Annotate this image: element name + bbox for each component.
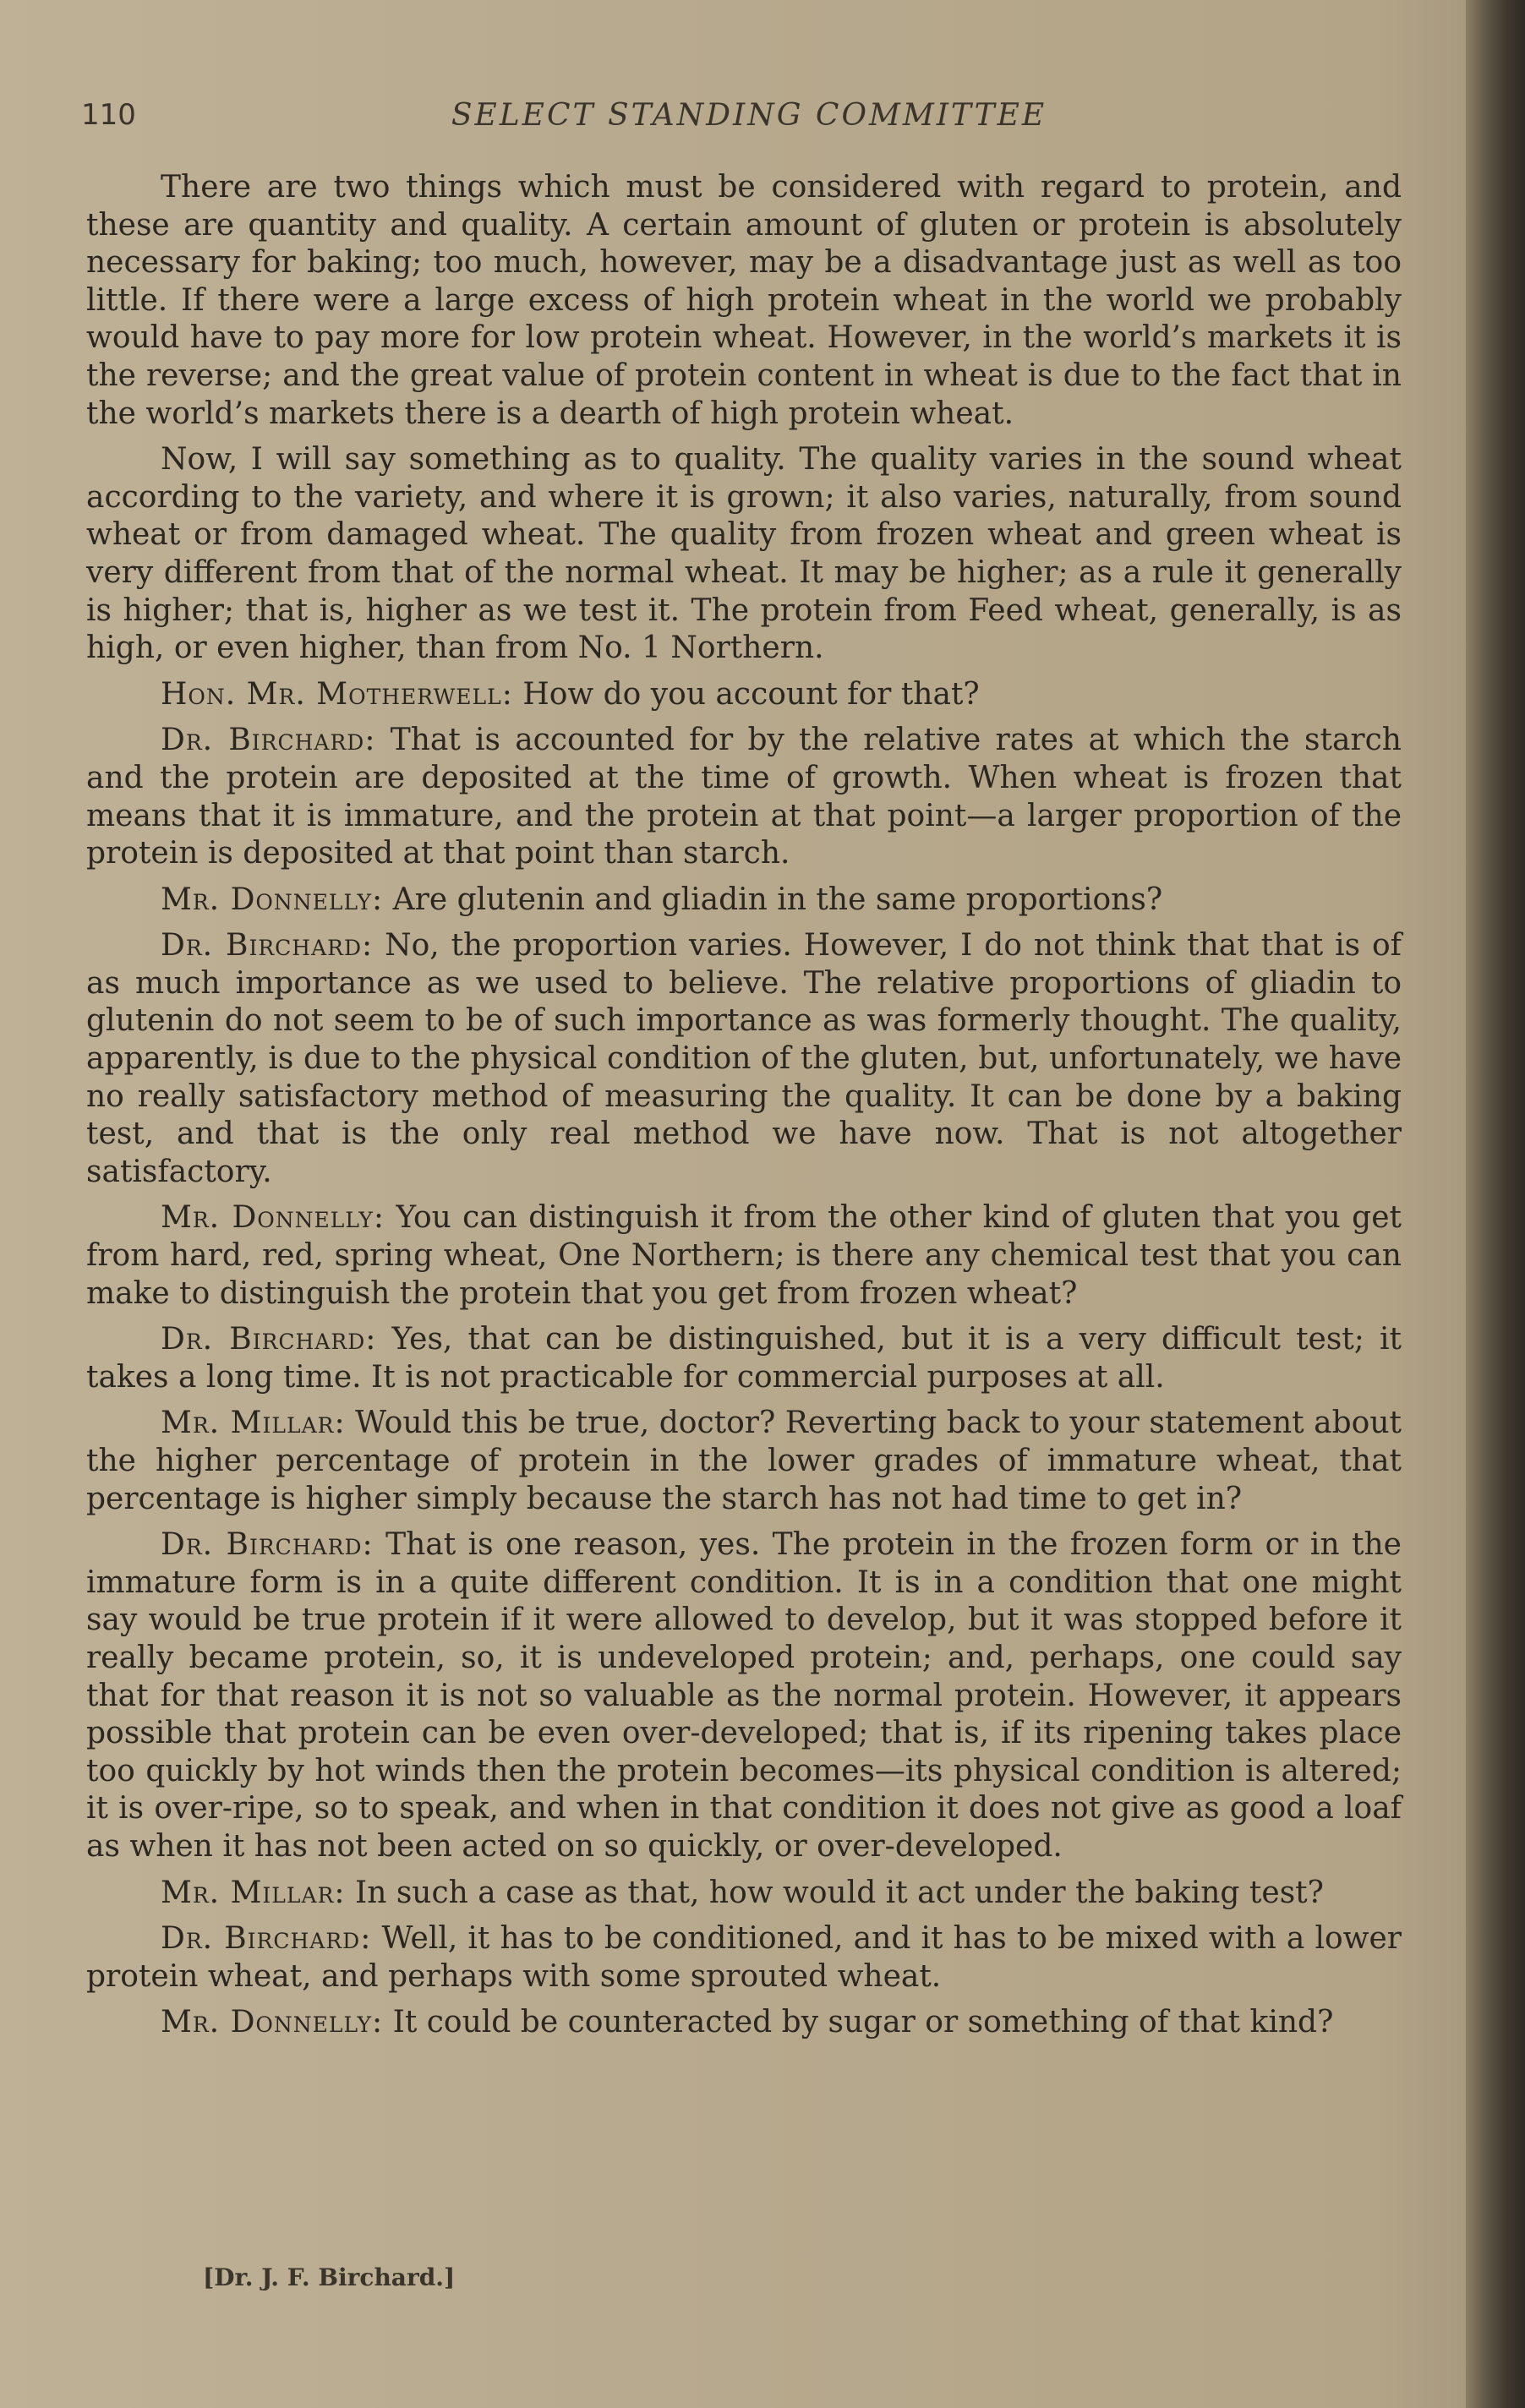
speaker-label: Dr. Birchard: <box>161 1921 372 1957</box>
paragraph <box>86 1875 1402 1913</box>
paragraph <box>86 441 1402 668</box>
paragraph <box>86 676 1402 714</box>
speaker-label: Hon. Mr. Motherwell: <box>161 676 513 712</box>
paragraph-text: That is accounted for by the relative rates at which the starch and the protein are deposited at the time of growth. When wheat is frozen that means that it is immature, and the protein at that point—a larger proportion of the protein is deposited at that point than starch. <box>86 723 1402 871</box>
paragraph-text: That is one reason, yes. The protein in the frozen form or in the immature form is in a quite different condition. It is in a condition that one might say would be true protein if it were allowed to develop, but it was stopped before it really became protein, so, it is undeveloped protein; and, perhaps, one could say that for that reason it is not so valuable as the normal protein. However, it appears possible that protein can be even over-developed; that is, if its ripening takes place too quickly by hot winds then the protein becomes—its physical condition is altered; it is over-ripe, so to speak, and when in that condition it does not give as good a loaf as when it has not been acted on so quickly, or over-developed. <box>86 1527 1402 1864</box>
speaker-label: Mr. Donnelly: <box>161 2005 384 2040</box>
paragraph <box>86 1199 1402 1313</box>
speaker-label: Dr. Birchard: <box>161 1322 377 1357</box>
paragraph <box>86 2004 1402 2042</box>
paragraph <box>86 169 1402 433</box>
footnote-attribution: [Dr. J. F. Birchard.] <box>203 2263 456 2291</box>
speaker-label: Mr. Donnelly: <box>161 1200 385 1236</box>
page-header <box>81 98 1417 149</box>
paragraph-text: How do you account for that? <box>522 676 980 712</box>
paragraph-text: In such a case as that, how would it act under the baking test? <box>354 1875 1324 1910</box>
paragraph <box>86 1920 1402 1996</box>
paragraph-text: Would this be true, doctor? Reverting back to your statement about the higher percentage of protein in the lower grades of immature wheat, that percentage is higher simply because the starch has not had time to get in? <box>86 1406 1402 1516</box>
paragraph <box>86 882 1402 920</box>
speaker-label: Mr. Donnelly: <box>161 882 384 917</box>
speaker-label: Dr. Birchard: <box>161 928 374 964</box>
page-number: 110 <box>81 98 136 132</box>
paragraph-text: Yes, that can be distinguished, but it is a very difficult test; it takes a long time. It is not practicable for commercial purposes at all. <box>86 1322 1402 1395</box>
paragraph-text: It could be counteracted by sugar or something of that kind? <box>392 2005 1334 2040</box>
paragraph-text: Now, I will say something as to quality. The quality varies in the sound wheat according to the variety, and where it is grown; it also varies, naturally, from sound wheat or from damaged wheat. The quality from frozen wheat and green wheat is very different from that of the normal wheat. It may be higher; as a rule it generally is higher; that is, higher as we test it. The protein from Feed wheat, generally, is as high, or even higher, than from No. 1 Northern. <box>86 442 1402 666</box>
paragraph-text: Are glutenin and gliadin in the same proportions? <box>392 882 1163 917</box>
speaker-label: Dr. Birchard: <box>161 1527 374 1563</box>
book-binding-edge <box>1466 0 1525 2408</box>
paragraph-text: You can distinguish it from the other kind of gluten that you get from hard, red, spring wheat, One Northern; is there any chemical test that you can make to distinguish the protein that you get from frozen wheat? <box>86 1200 1402 1311</box>
paragraph <box>86 1405 1402 1518</box>
paragraph <box>86 1321 1402 1396</box>
paragraph <box>86 927 1402 1191</box>
speaker-label: Dr. Birchard: <box>161 723 376 758</box>
paragraph <box>86 1526 1402 1865</box>
body-text <box>86 169 1402 2050</box>
speaker-label: Mr. Millar: <box>161 1875 346 1910</box>
paragraph-text: Well, it has to be conditioned, and it has to be mixed with a lower protein wheat, and perhaps with some sprouted wheat. <box>86 1921 1402 1994</box>
paragraph <box>86 722 1402 872</box>
paragraph-text: There are two things which must be considered with regard to protein, and these are quantity and quality. A certain amount of gluten or protein is absolutely necessary for baking; too much, however, may be a disadvantage just as well as too little. If there were a large excess of high protein wheat in the world we probably would have to pay more for low protein wheat. However, in the world’s markets it is the reverse; and the great value of protein content in wheat is due to the fact that in the world’s markets there is a dearth of high protein wheat. <box>86 170 1402 431</box>
speaker-label: Mr. Millar: <box>161 1406 346 1441</box>
paragraph-text: No, the proportion varies. However, I do not think that that is of as much importance as we used to believe. The relative proportions of gliadin to glutenin do not seem to be of such importance as was formerly thought. The quality, apparently, is due to the physical condition of the gluten, but, unfortunately, we have no really satisfactory method of measuring the quality. It can be done by a baking test, and that is the only real method we have now. That is not altogether satisfactory. <box>86 928 1402 1189</box>
running-head: SELECT STANDING COMMITTEE <box>451 98 1047 133</box>
